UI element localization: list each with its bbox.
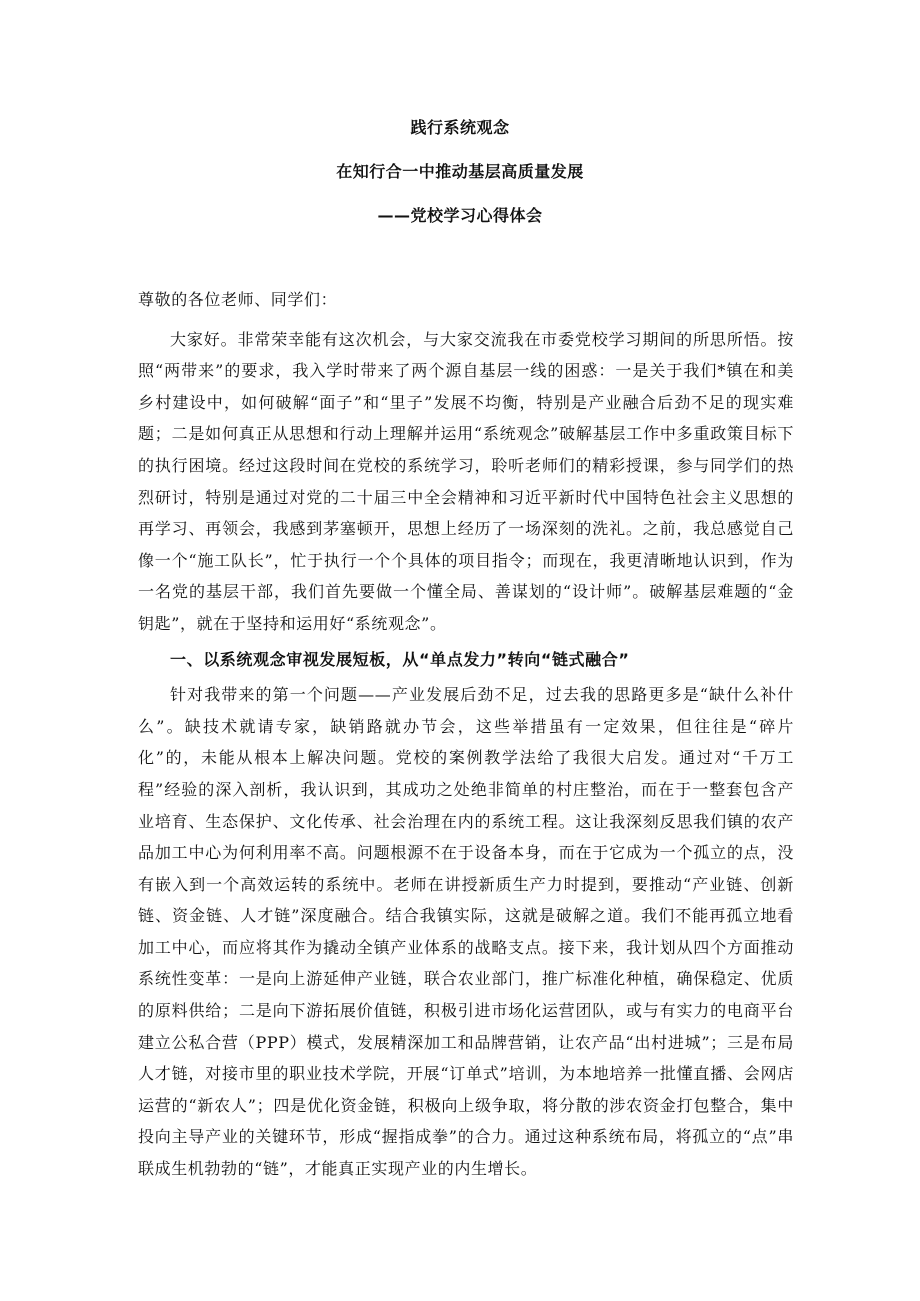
intro-paragraph: 大家好。非常荣幸能有这次机会，与大家交流我在市委党校学习期间的所思所悟。按照“两带来”的要求，我入学时带来了两个源自基层一线的困惑：一是关于我们*镇在和美乡村建设中，如何破解“面子”和“里子”发展不均衡，特别是产业融合后劲不足的现实难题；二是如何真正从思想和行动上理解并运用“系统观念”破解基层工作中多重政策目标下的执行困境。经过这段时间在党校的系统学习，聆听老师们的精彩授课，参与同学们的热烈研讨，特别是通过对党的二十届三中全会精神和习近平新时代中国特色社会主义思想的再学习、再领会，我感到茅塞顿开，思想上经历了一场深刻的洗礼。之前，我总感觉自己像一个“施工队长”，忙于执行一个个具体的项目指令；而现在，我更清晰地认识到，作为一名党的基层干部，我们首先要做一个懂全局、善谋划的“设计师”。破解基层难题的“金钥匙”，就在于坚持和运用好“系统观念”。: [138, 329, 794, 633]
section-paragraph: 针对我带来的第一个问题——产业发展后劲不足，过去我的思路更多是“缺什么补什么”。缺技术就请专家，缺销路就办节会，这些举措虽有一定效果，但往往是“碎片化”的，未能从根本上解决问题。党校的案例教学法给了我很大启发。通过对“千万工程”经验的深入剖析，我认识到，其成功之处绝非简单的村庄整治，而在于一整套包含产业培育、生态保护、文化传承、社会治理在内的系统工程。这让我深刻反思我们镇的农产品加工中心为何利用率不高。问题根源不在于设备本身，而在于它成为一个孤立的点，没有嵌入到一个高效运转的系统中。老师在讲授新质生产力时提到，要推动“产业链、创新链、资金链、人才链”深度融合。结合我镇实际，这就是破解之道。我们不能再孤立地看加工中心，而应将其作为撬动全镇产业体系的战略支点。接下来，我计划从四个方面推动系统性变革：一是向上游延伸产业链，联合农业部门，推广标准化种植，确保稳定、优质的原料供给；二是向下游拓展价值链，积极引进市场化运营团队，或与有实力的电商平台建立公私合营（PPP）模式，发展精深加工和品牌营销，让农产品“出村进城”；三是布局人才链，对接市里的职业技术学院，开展“订单式”培训，为本地培养一批懂直播、会网店运营的“新农人”；四是优化资金链，积极向上级争取，将分散的涉农资金打包整合，集中投向主导产业的关键环节，形成“握指成拳”的合力。通过这种系统布局，将孤立的“点”串联成生机勃勃的“链”，才能真正实现产业的内生增长。: [138, 685, 794, 1179]
salutation: 尊敬的各位老师、同学们：: [138, 290, 338, 309]
document-title: 践行系统观念: [410, 118, 510, 137]
section-heading: 一、以系统观念审视发展短板，从“单点发力”转向“链式融合”: [170, 649, 630, 669]
document-body: [138, 284, 794, 1185]
title-block: [0, 116, 920, 248]
document-title-note: ——党校学习心得体会: [377, 206, 543, 225]
document-subtitle: 在知行合一中推动基层高质量发展: [336, 162, 584, 181]
